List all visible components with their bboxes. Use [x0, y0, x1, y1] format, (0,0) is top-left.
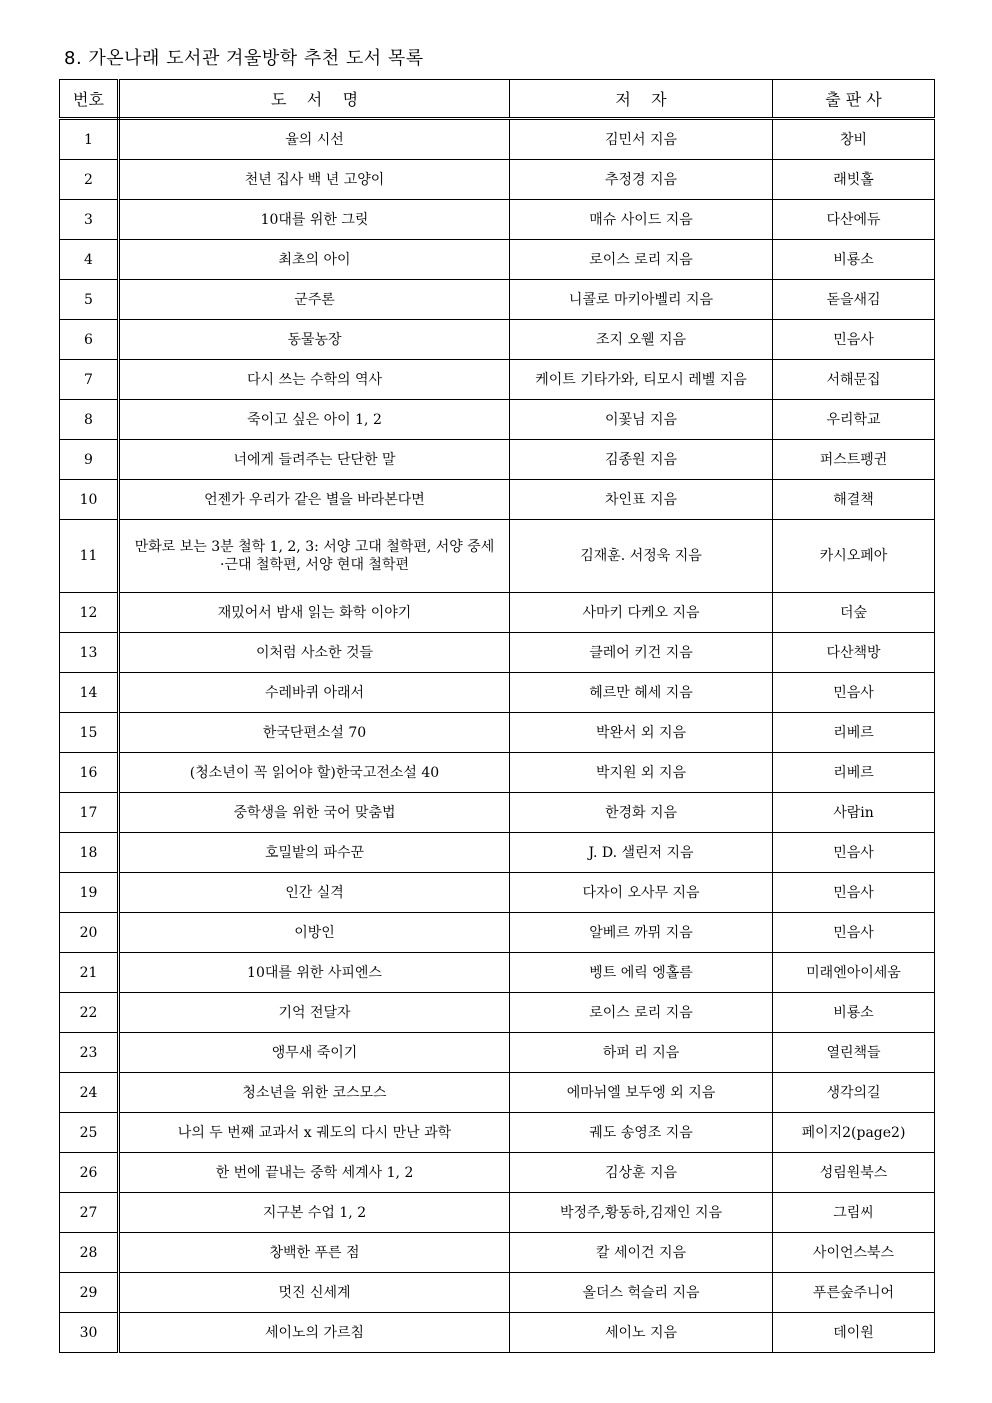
book-publisher: 래빗홀: [773, 160, 935, 200]
book-title: 죽이고 싶은 아이 1, 2: [119, 400, 510, 440]
table-row: [60, 993, 935, 1033]
row-number: 22: [60, 993, 119, 1033]
book-title: 동물농장: [119, 320, 510, 360]
row-number: 14: [60, 673, 119, 713]
row-number: 29: [60, 1273, 119, 1313]
book-publisher: 돋을새김: [773, 280, 935, 320]
document-title: 8. 가온나래 도서관 겨울방학 추천 도서 목록: [64, 48, 424, 69]
book-title: 중학생을 위한 국어 맞춤법: [119, 793, 510, 833]
book-title: 세이노의 가르침: [119, 1313, 510, 1353]
book-title: 앵무새 죽이기: [119, 1033, 510, 1073]
book-title: 이방인: [119, 913, 510, 953]
table-row: [60, 240, 935, 280]
book-author: 이꽃님 지음: [510, 400, 773, 440]
book-publisher: 페이지2(page2): [773, 1113, 935, 1153]
book-author: 알베르 까뮈 지음: [510, 913, 773, 953]
row-number: 9: [60, 440, 119, 480]
book-publisher: 해결책: [773, 480, 935, 520]
row-number: 12: [60, 593, 119, 633]
row-number: 25: [60, 1113, 119, 1153]
book-title: 천년 집사 백 년 고양이: [119, 160, 510, 200]
row-number: 19: [60, 873, 119, 913]
row-number: 7: [60, 360, 119, 400]
book-publisher: 민음사: [773, 833, 935, 873]
book-publisher: 민음사: [773, 913, 935, 953]
book-publisher: 민음사: [773, 673, 935, 713]
header-author: [510, 80, 773, 119]
book-publisher: 민음사: [773, 320, 935, 360]
header-publisher: [773, 80, 935, 119]
book-title: 호밀밭의 파수꾼: [119, 833, 510, 873]
header-title-label: 도 서 명: [270, 90, 359, 109]
book-title: 너에게 들려주는 단단한 말: [119, 440, 510, 480]
row-number: 5: [60, 280, 119, 320]
book-title: 지구본 수업 1, 2: [119, 1193, 510, 1233]
row-number: 1: [60, 119, 119, 160]
table-row: [60, 1033, 935, 1073]
book-publisher: 열린책들: [773, 1033, 935, 1073]
book-title: 다시 쓰는 수학의 역사: [119, 360, 510, 400]
table-row: [60, 160, 935, 200]
book-publisher: 성림원북스: [773, 1153, 935, 1193]
row-number: 26: [60, 1153, 119, 1193]
book-publisher: 창비: [773, 119, 935, 160]
book-author: 김상훈 지음: [510, 1153, 773, 1193]
table-row: [60, 633, 935, 673]
row-number: 17: [60, 793, 119, 833]
table-row: [60, 833, 935, 873]
table-row: [60, 119, 935, 160]
book-author: 니콜로 마키아벨리 지음: [510, 280, 773, 320]
book-title: 군주론: [119, 280, 510, 320]
table-row: [60, 360, 935, 400]
table-row: [60, 400, 935, 440]
row-number: 11: [60, 520, 119, 593]
book-author: 김종원 지음: [510, 440, 773, 480]
book-author: 다자이 오사무 지음: [510, 873, 773, 913]
book-publisher: 다산에듀: [773, 200, 935, 240]
book-publisher: 미래엔아이세움: [773, 953, 935, 993]
row-number: 21: [60, 953, 119, 993]
table-row: [60, 913, 935, 953]
row-number: 27: [60, 1193, 119, 1233]
book-publisher: 서해문집: [773, 360, 935, 400]
book-title: (청소년이 꼭 읽어야 할)한국고전소설 40: [119, 753, 510, 793]
table-row: [60, 480, 935, 520]
book-title: 율의 시선: [119, 119, 510, 160]
book-list-table: [59, 79, 935, 1353]
book-author: 클레어 키건 지음: [510, 633, 773, 673]
table-header: [60, 80, 935, 119]
book-publisher: 우리학교: [773, 400, 935, 440]
book-title: 10대를 위한 사피엔스: [119, 953, 510, 993]
table-row: [60, 1273, 935, 1313]
book-publisher: 사람in: [773, 793, 935, 833]
book-author: 차인표 지음: [510, 480, 773, 520]
book-publisher: 비룡소: [773, 993, 935, 1033]
book-author: 케이트 기타가와, 티모시 레벨 지음: [510, 360, 773, 400]
book-title: 기억 전달자: [119, 993, 510, 1033]
book-publisher: 리베르: [773, 713, 935, 753]
book-author: 로이스 로리 지음: [510, 240, 773, 280]
row-number: 4: [60, 240, 119, 280]
row-number: 23: [60, 1033, 119, 1073]
table-row: [60, 1313, 935, 1353]
book-publisher: 비룡소: [773, 240, 935, 280]
book-author: 추정경 지음: [510, 160, 773, 200]
table-row: [60, 1113, 935, 1153]
book-publisher: 민음사: [773, 873, 935, 913]
book-author: 헤르만 헤세 지음: [510, 673, 773, 713]
table-row: [60, 440, 935, 480]
book-publisher: 사이언스북스: [773, 1233, 935, 1273]
row-number: 8: [60, 400, 119, 440]
book-publisher: 더숲: [773, 593, 935, 633]
book-author: 조지 오웰 지음: [510, 320, 773, 360]
table-row: [60, 520, 935, 593]
book-author: 박정주,황동하,김재인 지음: [510, 1193, 773, 1233]
table-row: [60, 593, 935, 633]
book-title: 청소년을 위한 코스모스: [119, 1073, 510, 1113]
book-publisher: 데이원: [773, 1313, 935, 1353]
book-author: J. D. 샐린저 지음: [510, 833, 773, 873]
row-number: 20: [60, 913, 119, 953]
book-author: 매슈 사이드 지음: [510, 200, 773, 240]
row-number: 15: [60, 713, 119, 753]
row-number: 13: [60, 633, 119, 673]
book-publisher: 리베르: [773, 753, 935, 793]
table-row: [60, 713, 935, 753]
book-author: 김민서 지음: [510, 119, 773, 160]
book-title: 10대를 위한 그릿: [119, 200, 510, 240]
book-title: 수레바퀴 아래서: [119, 673, 510, 713]
book-publisher: 카시오페아: [773, 520, 935, 593]
book-title: 언젠가 우리가 같은 별을 바라본다면: [119, 480, 510, 520]
book-author: 박완서 외 지음: [510, 713, 773, 753]
table-row: [60, 793, 935, 833]
book-publisher: 퍼스트펭귄: [773, 440, 935, 480]
row-number: 6: [60, 320, 119, 360]
table-row: [60, 753, 935, 793]
book-title: 한국단편소설 70: [119, 713, 510, 753]
header-title: [119, 80, 510, 119]
table-row: [60, 200, 935, 240]
header-publisher-label: 출 판 사: [825, 90, 882, 109]
header-number: 번호: [60, 80, 119, 119]
book-author: 로이스 로리 지음: [510, 993, 773, 1033]
book-title: 재밌어서 밤새 읽는 화학 이야기: [119, 593, 510, 633]
row-number: 2: [60, 160, 119, 200]
book-publisher: 다산책방: [773, 633, 935, 673]
table-row: [60, 1153, 935, 1193]
row-number: 18: [60, 833, 119, 873]
book-publisher: 그림씨: [773, 1193, 935, 1233]
table-row: [60, 953, 935, 993]
book-author: 궤도 송영조 지음: [510, 1113, 773, 1153]
row-number: 3: [60, 200, 119, 240]
table-row: [60, 873, 935, 913]
book-author: 벵트 에릭 엥홀름: [510, 953, 773, 993]
row-number: 24: [60, 1073, 119, 1113]
book-author: 올더스 헉슬리 지음: [510, 1273, 773, 1313]
book-title: 나의 두 번째 교과서 x 궤도의 다시 만난 과학: [119, 1113, 510, 1153]
row-number: 28: [60, 1233, 119, 1273]
row-number: 16: [60, 753, 119, 793]
book-author: 칼 세이건 지음: [510, 1233, 773, 1273]
book-title: 창백한 푸른 점: [119, 1233, 510, 1273]
row-number: 10: [60, 480, 119, 520]
book-publisher: 푸른숲주니어: [773, 1273, 935, 1313]
table-body: [60, 119, 935, 1353]
book-title: 인간 실격: [119, 873, 510, 913]
table-row: [60, 673, 935, 713]
book-publisher: 생각의길: [773, 1073, 935, 1113]
table-row: [60, 1073, 935, 1113]
table-row: [60, 1193, 935, 1233]
book-author: 박지원 외 지음: [510, 753, 773, 793]
header-author-label: 저 자: [615, 90, 667, 109]
book-author: 하퍼 리 지음: [510, 1033, 773, 1073]
book-author: 에마뉘엘 보두엥 외 지음: [510, 1073, 773, 1113]
book-title: 이처럼 사소한 것들: [119, 633, 510, 673]
book-title: 만화로 보는 3분 철학 1, 2, 3: 서양 고대 철학편, 서양 중세·근대 철학편, 서양 현대 철학편: [119, 520, 510, 593]
row-number: 30: [60, 1313, 119, 1353]
header-row: [60, 80, 935, 119]
book-author: 세이노 지음: [510, 1313, 773, 1353]
book-title: 멋진 신세계: [119, 1273, 510, 1313]
table-row: [60, 320, 935, 360]
book-author: 김재훈. 서정욱 지음: [510, 520, 773, 593]
table-row: [60, 280, 935, 320]
book-title: 한 번에 끝내는 중학 세계사 1, 2: [119, 1153, 510, 1193]
table-row: [60, 1233, 935, 1273]
book-author: 한경화 지음: [510, 793, 773, 833]
book-author: 사마키 다케오 지음: [510, 593, 773, 633]
book-title: 최초의 아이: [119, 240, 510, 280]
